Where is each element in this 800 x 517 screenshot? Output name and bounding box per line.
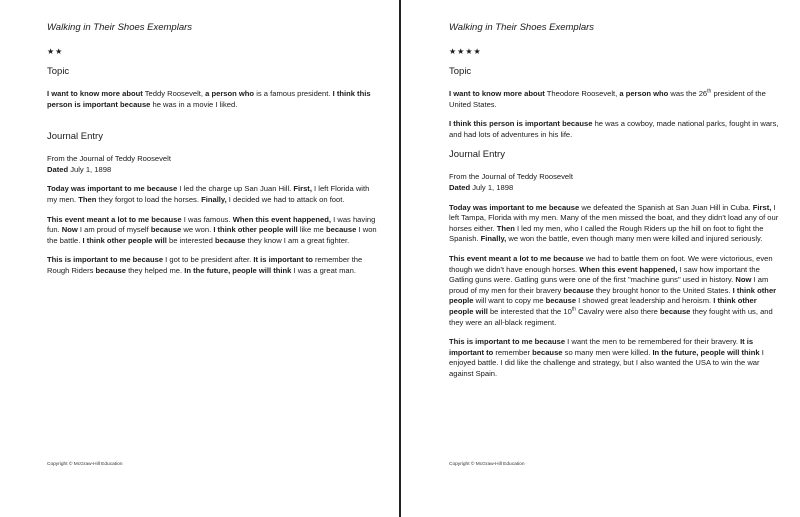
prompt-text: Today was important to me because [47, 184, 178, 194]
journal-dated-line [449, 183, 779, 194]
answer-text: we defeated the Spanish at San Juan Hill in Cuba. [579, 202, 753, 212]
answer-text: I led the charge up San Juan Hill. [177, 184, 294, 194]
answer-text: I led my men, who I called the Rough Riders up the hill on foot to fight the Spanish. [449, 223, 764, 244]
answer-text: like me [297, 225, 326, 235]
answer-text: I was famous. [181, 214, 233, 224]
prompt-text: I want to know more about [449, 89, 545, 98]
prompt-text: a person who [205, 89, 255, 98]
prompt-text: because [214, 235, 246, 245]
prompt-text: Finally, [480, 234, 507, 244]
journal-meta [449, 172, 779, 193]
right-page [401, 0, 800, 517]
prompt-text: because [532, 347, 563, 357]
journal-from-value: Teddy Roosevelt [112, 154, 171, 164]
answer-text: he was in a movie I liked. [150, 99, 238, 109]
prompt-text: because [545, 296, 577, 306]
prompt-text: This event meant a lot to me because [449, 253, 584, 263]
prompt-text: When this event happened, [579, 264, 678, 274]
prompt-text: I think other people will [213, 225, 298, 235]
answer-text: I am proud of my men for their bravery [449, 275, 769, 295]
topic-paragraph [47, 89, 377, 110]
prompt-text: Now [61, 225, 78, 235]
prompt-text: I think this person is important because [47, 89, 371, 109]
left-page [0, 0, 399, 517]
answer-text: will want to copy me [473, 296, 546, 306]
prompt-text: because [95, 265, 126, 275]
answer-text: he was a cowboy, made national parks, fought in wars, and had lots of adventures in his life. [449, 119, 779, 139]
dated-label: Dated [47, 164, 69, 174]
prompt-text: I think other people will [82, 235, 167, 245]
prompt-text: because [660, 306, 691, 316]
answer-text: I showed great leadership and heroism. [576, 296, 714, 306]
prompt-text: I think other people will [449, 296, 757, 316]
journal-entry-heading: Journal Entry [449, 149, 505, 161]
prompt-text: I think this person is important because [449, 119, 593, 129]
prompt-text: Now [735, 275, 752, 285]
answer-text: Theodore Roosevelt, [544, 89, 620, 98]
answer-text: so many men were killed. [562, 347, 653, 357]
journal-from-line [47, 154, 377, 165]
answer-text: they brought honor to the United States. [593, 285, 733, 295]
answer-text: I saw how important the Gatling guns were. Gatling guns were one of the first "machine guns" used in history. [449, 264, 760, 285]
answer-text: we won the battle, even though many men were killed and injured seriously. [506, 234, 763, 244]
answer-text: be interested that the 10 [487, 306, 572, 316]
journal-paragraph-3 [47, 255, 377, 276]
answer-text: I enjoyed battle. I did like the challenge and strategy, but I also wanted the USA to win the war against Spain. [449, 347, 764, 378]
left-page-content [47, 22, 377, 286]
prompt-text: because [563, 285, 594, 295]
prompt-text: In the future, people will think [652, 347, 760, 357]
prompt-text: First, [293, 184, 312, 194]
answer-text: they forgot to load the horses. [96, 194, 202, 204]
answer-text: they know I am a great fighter. [245, 235, 350, 245]
prompt-text: First, [752, 202, 772, 212]
journal-paragraph-1 [47, 184, 377, 205]
prompt-text: Today was important to me because [449, 202, 580, 212]
journal-paragraph-2 [47, 215, 377, 247]
answer-text: I was having fun. [47, 214, 376, 235]
answer-text: was the 26 [668, 89, 708, 98]
prompt-text: This is important to me because [449, 337, 566, 347]
journal-from-label: From the Journal of [47, 154, 113, 164]
answer-text: they fought with us, and they were an all-black regiment. [449, 306, 773, 327]
superscript: th [571, 306, 577, 313]
topic-paragraph [449, 89, 779, 110]
prompt-text: Then [496, 223, 515, 233]
answer-text: I left Florida with my men. [47, 184, 370, 204]
prompt-text: Then [78, 194, 97, 204]
topic-heading: Topic [47, 66, 70, 77]
superscript: th [707, 88, 712, 95]
journal-from-line [449, 172, 779, 183]
journal-dated-line [47, 165, 377, 176]
prompt-text: It is important to [253, 255, 313, 265]
prompt-text: a person who [619, 89, 669, 98]
answer-text: I am proud of myself [77, 225, 151, 235]
journal-paragraph-3 [449, 337, 779, 379]
prompt-text: because [150, 225, 182, 235]
prompt-text: When this event happened, [232, 214, 332, 224]
prompt-text: In the future, people will think [184, 265, 292, 275]
copyright-notice: Copyright © McGraw-Hill Education [47, 462, 123, 467]
prompt-text: I think other people [449, 285, 777, 306]
prompt-text: because [325, 225, 357, 235]
answer-text: remember [493, 347, 533, 357]
journal-from-label: From the Journal of [449, 172, 515, 182]
journal-paragraph-1 [449, 203, 779, 245]
answer-text: we won. [181, 225, 214, 235]
answer-text: I decided we had to attack on foot. [226, 194, 345, 204]
answer-text: be interested [166, 235, 215, 245]
dated-value: July 1, 1898 [68, 164, 112, 174]
answer-text: I want the men to be remembered for their bravery. [565, 337, 741, 347]
answer-text: is a famous president. [254, 89, 333, 98]
journal-from-value: Teddy Roosevelt [514, 172, 573, 182]
prompt-text: This event meant a lot to me because [47, 214, 182, 224]
page-header-title: Walking in Their Shoes Exemplars [449, 22, 595, 33]
answer-text: I was a great man. [291, 265, 356, 275]
answer-text: they helped me. [125, 265, 185, 275]
answer-text: remember the Rough Riders [47, 255, 363, 275]
answer-text: Teddy Roosevelt, [142, 89, 206, 98]
copyright-notice: Copyright © McGraw-Hill Education [449, 462, 525, 467]
dated-value: July 1, 1898 [470, 182, 514, 192]
prompt-text: It is important to [449, 337, 754, 357]
topic-paragraph-2 [449, 119, 779, 140]
journal-paragraph-2 [449, 254, 779, 328]
answer-text: I won the battle. [47, 225, 377, 245]
prompt-text: I want to know more about [47, 89, 143, 98]
right-page-content [449, 22, 779, 388]
prompt-text: This is important to me because [47, 255, 164, 265]
prompt-text: Finally, [201, 194, 227, 204]
answer-text: I left Tampa, Florida with my men. Many of the men missed the boat, and they didn't load any of our horses either. [449, 202, 779, 233]
answer-text: Cavalry were also there [576, 306, 661, 316]
answer-text: I got to be president after. [163, 255, 254, 265]
rating-stars: ★★ [47, 47, 64, 56]
journal-entry-heading: Journal Entry [47, 131, 103, 143]
topic-heading: Topic [449, 66, 472, 77]
dated-label: Dated [449, 182, 471, 192]
answer-text: president of the United States. [449, 89, 766, 109]
page-header-title: Walking in Their Shoes Exemplars [47, 22, 193, 33]
journal-meta [47, 154, 377, 175]
answer-text: we had to battle them on foot. We were victorious, even though we didn't have enough horses. [449, 253, 773, 274]
rating-stars: ★★★★ [449, 47, 482, 56]
